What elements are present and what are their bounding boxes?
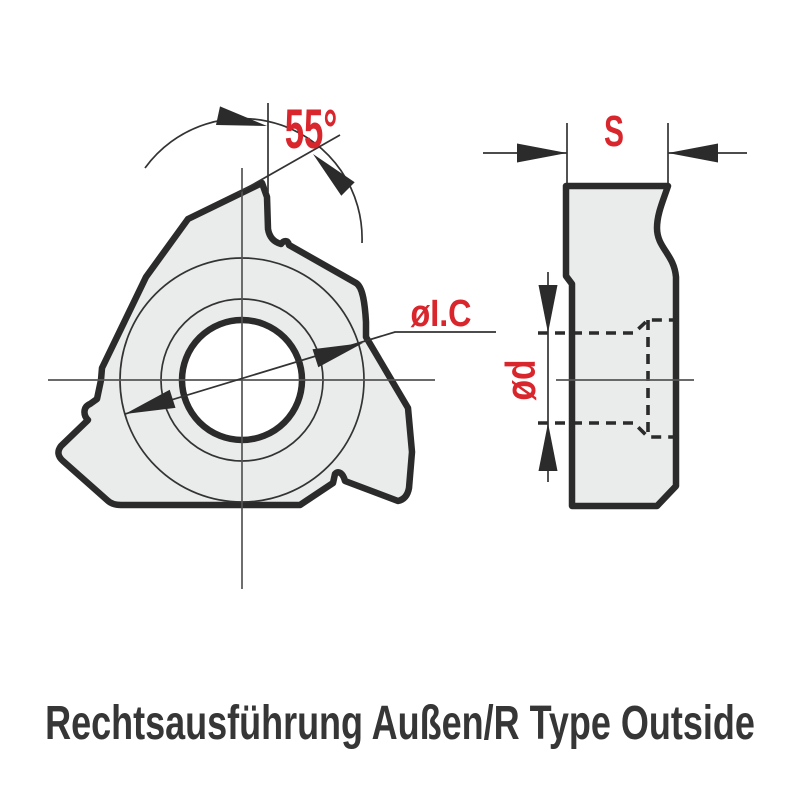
angle-arrowhead-top <box>216 106 267 126</box>
side-view <box>483 106 747 506</box>
s-arrowhead-right <box>668 144 718 163</box>
s-label: S <box>604 106 624 156</box>
s-arrowhead-left <box>517 144 567 163</box>
ic-label: øI.C <box>410 292 472 335</box>
d-label: ød <box>498 359 545 401</box>
d-dimension <box>499 272 558 482</box>
caption: Rechtsausführung Außen/R Type Outside <box>45 696 755 750</box>
d-arrowhead-up <box>539 423 558 471</box>
side-outline <box>566 186 676 506</box>
angle-label: 55° <box>284 97 338 161</box>
front-view <box>48 98 496 589</box>
d-arrowhead-down <box>539 285 558 333</box>
s-dimension <box>483 106 747 183</box>
